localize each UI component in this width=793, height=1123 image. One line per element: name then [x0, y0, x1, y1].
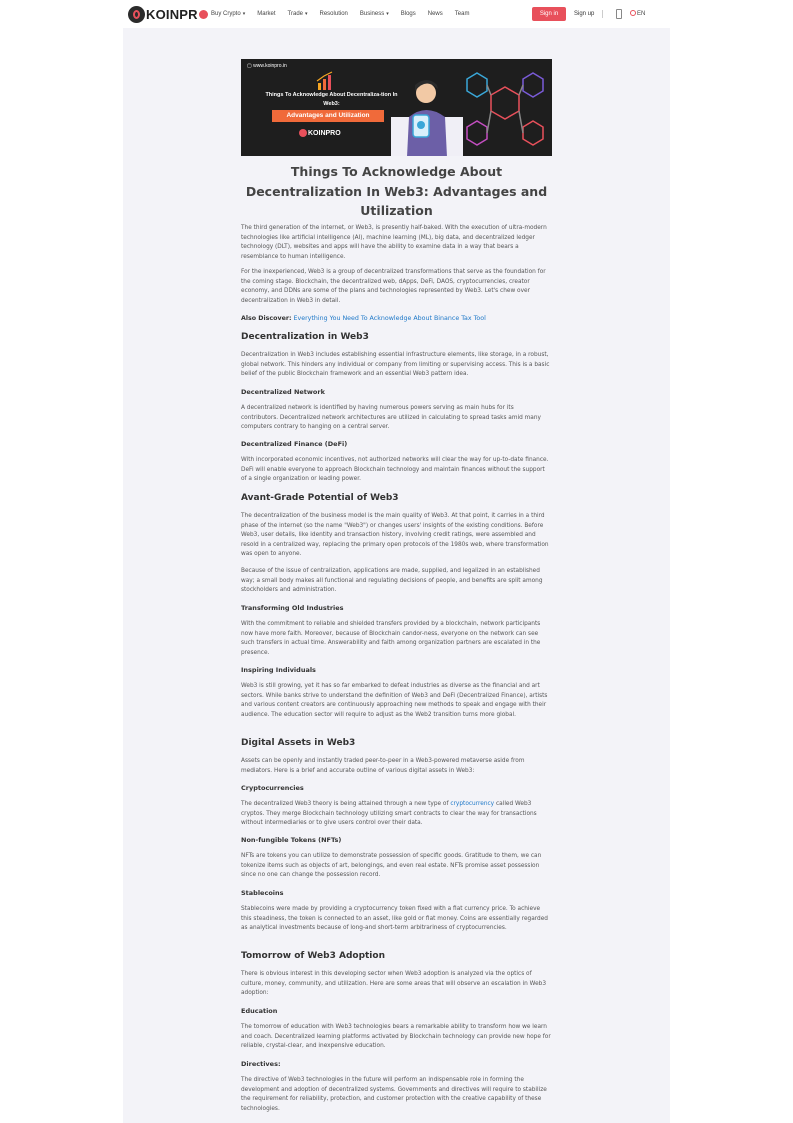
- hero-title: Things To Acknowledge About Decentraliza-tion In Web3:: [265, 92, 398, 107]
- logo-mark-icon: [128, 6, 145, 23]
- paragraph-defi: With incorporated economic incentives, not authorized networks will clear the way for up-to-date finance. DeFi will enable everyone to approach Blockchain technology and maintain finances without the support of a single organization or leading power.: [241, 457, 549, 483]
- heading-transforming: Transforming Old Industries: [241, 604, 344, 612]
- heading-cryptocurrencies: Cryptocurrencies: [241, 784, 304, 792]
- nav-market[interactable]: Market: [257, 11, 276, 17]
- heading-avant-grade: Avant-Grade Potential of Web3: [241, 493, 399, 503]
- paragraph-stablecoins: Stablecoins were made by providing a cryptocurrency token fixed with a fiat currency price. To achieve this steadiness, the token is connected to an asset, like gold or fiat money. Coins are essentially regarded as analytical investments because of long-and short-term arbitrariness of cryptocurrencies.: [241, 906, 548, 932]
- paragraph-tomorrow: There is obvious interest in this developing sector when Web3 adoption is analyzed via the optics of culture, money, community, and utilization. Here are some areas that will observe an escalation in Web3 adoption:: [241, 971, 547, 997]
- paragraph-nfts: NFTs are tokens you can utilize to demonstrate possession of specific goods. Gratitude to them, we can tokenize items such as objects of art, belongings, and even real estate. NFTs promise asset possession since no one can change the possession record.: [241, 853, 542, 879]
- sign-up-link[interactable]: Sign up: [574, 11, 595, 17]
- paragraph-inspiring: Web3 is still growing, yet it has so far embarked to defeat industries as diverse as the financial and art sectors. While banks strive to understand the definition of Web3 and DeFi (Decentralized Finance), artists and various content creators are continuously approaching new methods to speak and engage with their audience. The education sector will require to adjust as the Web2 transition turns more global.: [241, 683, 548, 718]
- chevron-down-icon: ▾: [305, 11, 308, 17]
- hero-url: ▢ www.koinpro.in: [247, 63, 287, 69]
- hero-banner: [241, 59, 552, 156]
- hero-subtitle-pill: Advantages and Utilization: [272, 110, 384, 122]
- nav-team[interactable]: Team: [454, 11, 470, 17]
- main-nav: [211, 0, 481, 28]
- paragraph-avant-2: Because of the issue of centralization, applications are made, supplied, and legalized in an established way; a small body makes all functional and regulating decisions of people, and benefits are split among stockholders and administration.: [241, 568, 543, 594]
- nav-news[interactable]: News: [427, 11, 443, 17]
- paragraph-education: The tomorrow of education with Web3 technologies bears a remarkable ability to transform how we learn and coach. Decentralized learning platforms activated by Blockchain technology can provide new hope for reliable, crystal-clear, and inexpensive education.: [241, 1024, 551, 1050]
- heading-stablecoins: Stablecoins: [241, 889, 284, 897]
- heading-defi: Decentralized Finance (DeFi): [241, 440, 348, 448]
- heading-decentralization: Decentralization in Web3: [241, 332, 369, 342]
- logo-o-icon: [199, 10, 208, 19]
- paragraph-transforming: With the commitment to reliable and shielded transfers provided by a blockchain, network participants now have more faith. Moreover, because of Blockchain candor-ness, everyone on the network can see such transfers in actual time. Answerability and faith among organization partners are escalated in the presence.: [241, 621, 541, 656]
- article-title: Things To Acknowledge About Decentralization In Web3: Advantages and Utilization: [245, 164, 548, 218]
- hero-brand: KOINPRO: [299, 129, 341, 137]
- chevron-down-icon: ▾: [242, 11, 246, 17]
- also-discover: Also Discover: Everything You Need To Acknowledge About Binance Tax Tool: [241, 315, 486, 322]
- paragraph-cryptocurrencies: The decentralized Web3 theory is being attained through a new type of cryptocurrency called Web3 cryptos. They merge Blockchain technology utilizing smart contracts to clear the way for transactions without intermediaries or to give users control over their data.: [241, 801, 537, 827]
- nav-trade[interactable]: Trade ▾: [287, 11, 308, 17]
- cryptocurrency-link[interactable]: cryptocurrency: [450, 801, 495, 807]
- blockchain-cubes-icon: [463, 65, 548, 151]
- paragraph-avant-1: The decentralization of the business model is the main quality of Web3. At that point, it carries in a third phase of the internet (so the name "Web3") or changes users' insights of the existing conditions. Before Web3, user details, like identity and transaction history, involving credit ratings, were assembled and resold in a centralized way, replacing the primary open protocols of the 1980s web, where transformation was open to anyone.: [241, 513, 549, 558]
- nav-business[interactable]: Business ▾: [359, 11, 389, 17]
- also-discover-link[interactable]: Everything You Need To Acknowledge About Binance Tax Tool: [293, 315, 486, 322]
- paragraph-digital-assets: Assets can be openly and instantly traded peer-to-peer in a Web3-powered metaverse aside from mediators. Here is a brief and accurate outline of various digital assets in Web3:: [241, 758, 525, 774]
- koinpro-logo[interactable]: [128, 5, 208, 23]
- mobile-app-icon[interactable]: [616, 9, 622, 19]
- brand-dot-icon: [299, 129, 307, 137]
- nav-blogs[interactable]: Blogs: [400, 11, 416, 17]
- bar-chart-icon: [316, 71, 336, 91]
- nav-divider: [602, 10, 603, 18]
- nav-resolution[interactable]: Resolution: [319, 11, 348, 17]
- chevron-down-icon: ▾: [386, 11, 389, 17]
- heading-directives: Directives:: [241, 1060, 281, 1068]
- person-illustration-icon: [391, 77, 463, 156]
- heading-nfts: Non-fungible Tokens (NFTs): [241, 836, 342, 844]
- globe-icon: [630, 10, 636, 16]
- paragraph-directives: The directive of Web3 technologies in the future will perform an indispensable role in forming the development and adoption of decentralized systems. Governments and directives will require to stabilize the requirement for reliability, protection, and customer protection with the creative capability of these technologies.: [241, 1077, 547, 1112]
- paragraph-decentralization: Decentralization in Web3 includes establishing essential infrastructure elements, like storage, in a robust, global network. This hinders any individual or company from limiting or supervising access. This is a basic belief of the public Blockchain framework and an essential Web3 pattern idea.: [241, 352, 550, 378]
- intro-paragraph-1: The third generation of the internet, or Web3, is presently half-baked. With the execution of ultra-modern technologies like artificial intelligence (AI), machine learning (ML), big data, and decentralized ledger technology (DLT), websites and apps will have the ability to examine data in a way that bears a resemblance to human intelligence.: [241, 225, 547, 260]
- nav-buy-crypto[interactable]: Buy Crypto ▾: [211, 11, 246, 17]
- article: [241, 59, 552, 1112]
- heading-education: Education: [241, 1007, 278, 1015]
- heading-tomorrow: Tomorrow of Web3 Adoption: [241, 951, 385, 961]
- paragraph-decentralized-network: A decentralized network is identified by having numerous powers serving as main hubs for its contributors. Decentralized network architectures are utilized in calculating to spread tasks amid many computers contrary to hanging on a central server.: [241, 405, 541, 431]
- heading-decentralized-network: Decentralized Network: [241, 388, 325, 396]
- top-navbar: [0, 0, 793, 28]
- language-selector[interactable]: EN: [630, 7, 645, 21]
- heading-digital-assets: Digital Assets in Web3: [241, 738, 356, 748]
- logo-text: KOINPR: [146, 6, 198, 22]
- intro-paragraph-2: For the inexperienced, Web3 is a group of decentralized transformations that serve as the foundation for the coming stage. Blockchain, the decentralized web, dApps, DeFi, DAOS, cryptocurrencies, creator economy, and DDNs are some of the plans and technologies represented by Web3. Let's chew over decentralization in Web3 in detail.: [241, 269, 546, 304]
- sign-in-button[interactable]: Sign in: [532, 7, 566, 21]
- heading-inspiring: Inspiring Individuals: [241, 666, 316, 674]
